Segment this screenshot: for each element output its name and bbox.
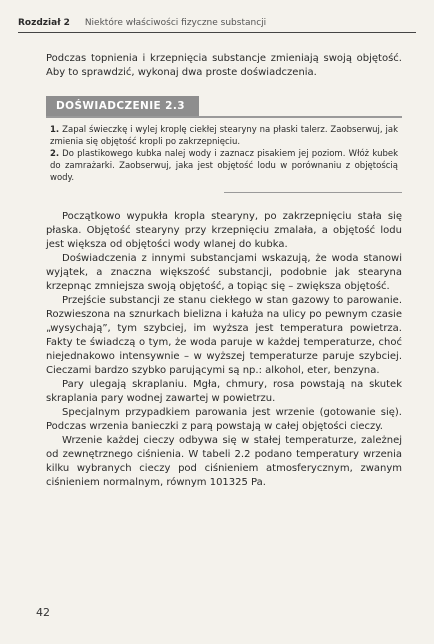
paragraph: Doświadczenia z innymi substancjami wskazują, że woda stanowi wyjątek, a znaczna większość substancji, podobnie jak stearyna krzepnąc zmniejsza swoją objętość, a topiąc się – zwiększa objętość. xyxy=(46,253,402,292)
experiment-step xyxy=(50,148,398,184)
paragraph: Wrzenie każdej cieczy odbywa się w stałej temperaturze, zależnej od zewnętrznego ciśnienia. W tabeli 2.2 podano temperatury wrzenia kilku wybranych cieczy pod ciśnieniem atmosferycznym, zwanym ciśnieniem normalnym, równym 101325 Pa. xyxy=(46,435,402,488)
paragraph: Pary ulegają skraplaniu. Mgła, chmury, rosa powstają na skutek skraplania pary wodnej zawartej w powietrzu. xyxy=(46,379,402,404)
chapter-label: Rozdział 2 xyxy=(18,18,70,28)
experiment-steps xyxy=(46,116,402,190)
step-text: Zapal świeczkę i wylej kroplę ciekłej stearyny na płaski talerz. Zaobserwuj, jak zmienia się objętość kropli po zakrzepnięciu. xyxy=(50,125,398,147)
body-text xyxy=(46,210,402,490)
experiment-box xyxy=(46,94,402,193)
step-number: 1. xyxy=(50,125,60,135)
chapter-title: Niektóre właściwości fizyczne substancji xyxy=(84,18,267,28)
paragraph: Przejście substancji ze stanu ciekłego w stan gazowy to parowanie. Rozwieszona na sznurkach bielizna i kałuża na ulicy po pewnym czasie „wysychają”, tym szybciej, im wyższa jest temperatura powietrza. Fakty te świadczą o tym, że woda paruje w każdej temperaturze, choć niejednakowo intensywnie – w wyższej temperaturze paruje szybciej. Cieczami bardzo szybko parującymi są np.: alkohol, eter, benzyna. xyxy=(46,295,402,376)
intro-paragraph: Podczas topnienia i krzepnięcia substancje zmieniają swoją objętość. Aby to sprawdzić, wykonaj dwa proste doświadczenia. xyxy=(46,53,402,78)
page-number: 42 xyxy=(36,606,50,619)
step-text: Do plastikowego kubka nalej wody i zaznacz pisakiem jej poziom. Włóż kubek do zamrażarki. Zaobserwuj, jaka jest objętość lodu w porównaniu z objętością wody. xyxy=(50,149,398,183)
step-number: 2. xyxy=(50,149,60,159)
experiment-label: DOŚWIADCZENIE 2.3 xyxy=(46,96,199,116)
paragraph: Specjalnym przypadkiem parowania jest wrzenie (gotowanie się). Podczas wrzenia banieczki z parą powstają w całej objętości cieczy. xyxy=(46,407,402,432)
paragraph: Początkowo wypukła kropla stearyny, po zakrzepnięciu stała się płaska. Objętość stearyny przy krzepnięciu zmalała, a objętość lodu jest większa od objętości wody wlanej do kubka. xyxy=(46,211,402,250)
running-header xyxy=(18,18,416,28)
experiment-bottom-rule xyxy=(224,192,402,193)
experiment-step xyxy=(50,124,398,148)
header-divider xyxy=(18,32,416,33)
